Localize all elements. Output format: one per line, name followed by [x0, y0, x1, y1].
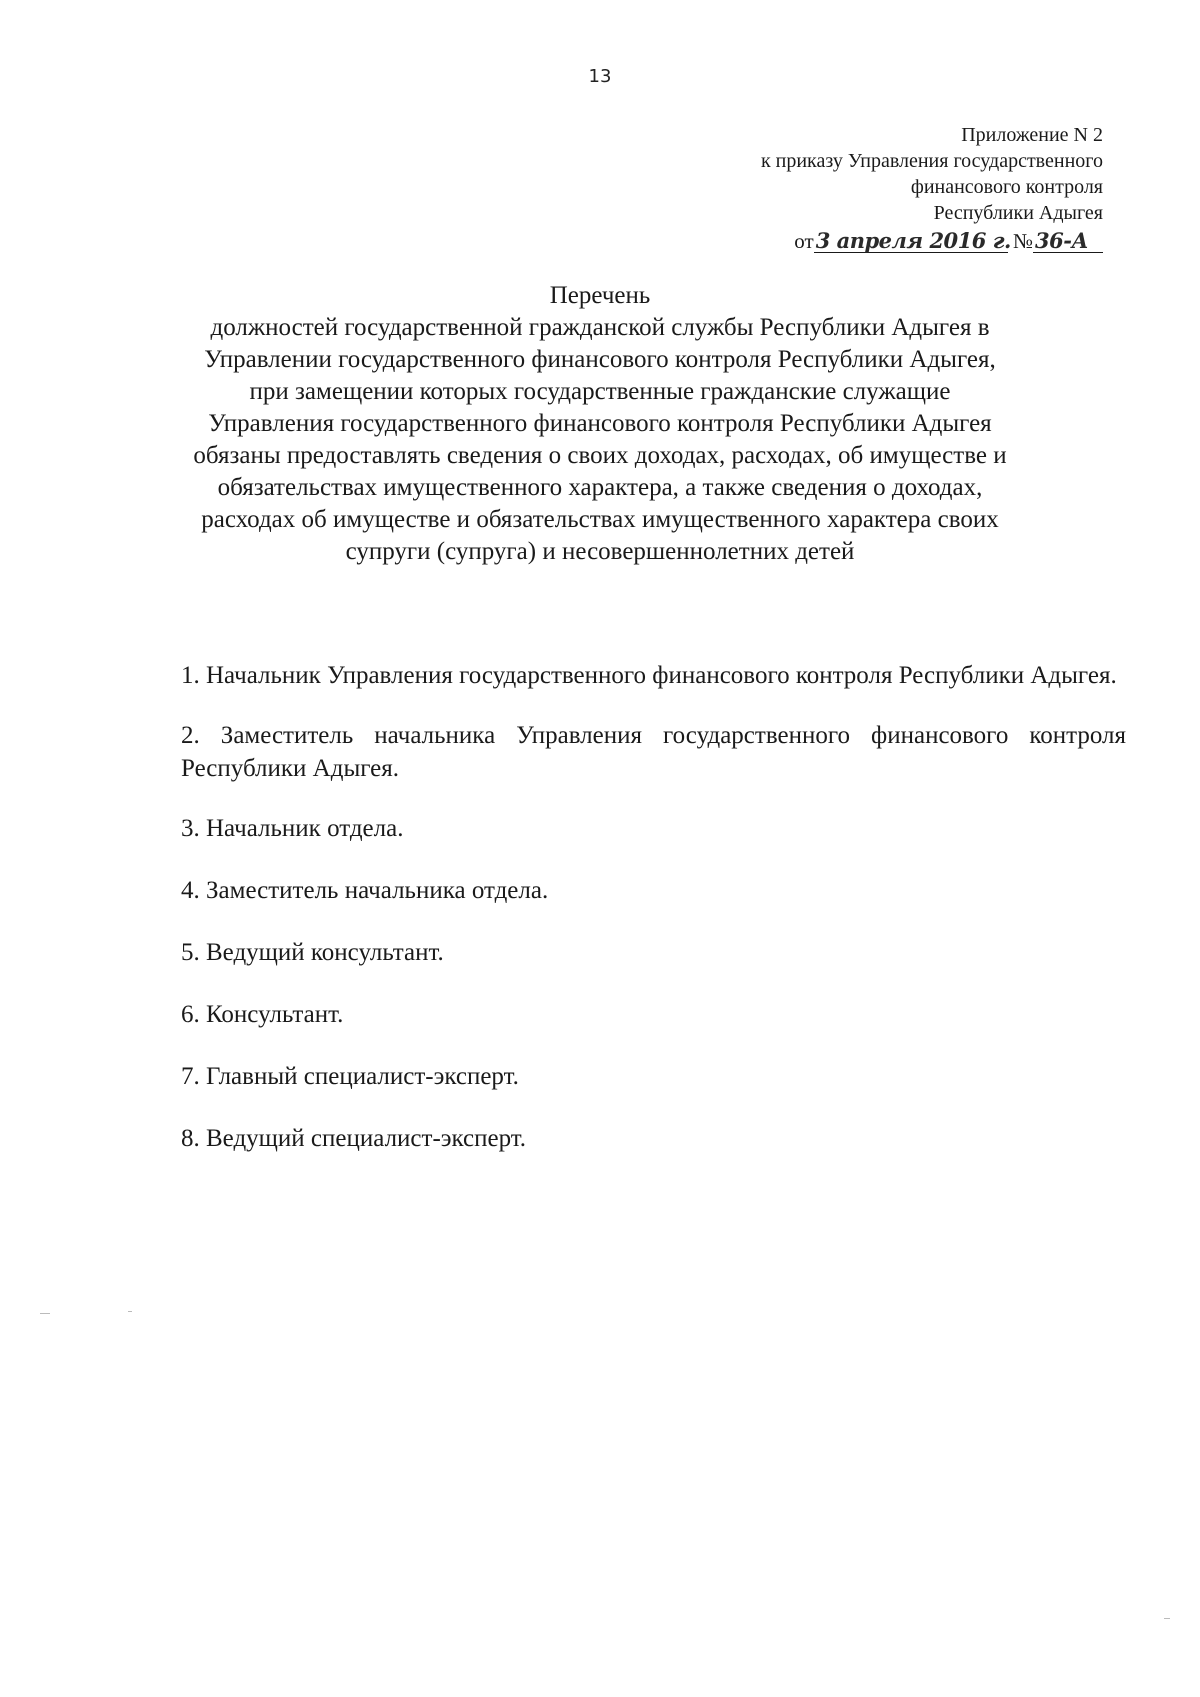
- title-line: обязаны предоставлять сведения о своих доходах, расходах, об имуществе и: [193, 442, 1007, 469]
- list-item: 1. Начальник Управления государственного финансового контроля Республики Адыгея.: [181, 662, 1117, 689]
- list-item: 5. Ведущий консультант.: [181, 939, 444, 966]
- title-line: должностей государственной гражданской службы Республики Адыгея в: [210, 314, 990, 341]
- appendix-order-ref: к приказу Управления государственного: [760, 150, 1103, 172]
- list-item: 4. Заместитель начальника отдела.: [181, 877, 549, 904]
- list-item: 7. Главный специалист-эксперт.: [181, 1063, 519, 1090]
- handwritten-order-number: 36-А: [1033, 230, 1103, 253]
- appendix-header: [761, 122, 1103, 254]
- scan-artifact: [128, 1311, 132, 1312]
- number-label: №: [1012, 229, 1033, 253]
- document-title: [160, 280, 1040, 568]
- from-label: от: [794, 229, 814, 253]
- list-item: 3. Начальник отдела.: [181, 815, 404, 842]
- title-line: обязательствах имущественного характера, а также сведения о доходах,: [217, 474, 983, 501]
- title-line: Управления государственного финансового контроля Республики Адыгея: [208, 410, 992, 437]
- title-line: расходах об имуществе и обязательствах имущественного характера своих: [201, 506, 999, 533]
- positions-list: [181, 659, 1126, 1184]
- appendix-order-ref-cont: финансового контроля: [910, 176, 1103, 198]
- order-date-number-line: [761, 228, 1103, 254]
- list-item: 8. Ведущий специалист-эксперт.: [181, 1125, 527, 1152]
- title-line: супруги (супруга) и несовершеннолетних детей: [345, 538, 855, 565]
- scan-artifact: [1164, 1618, 1170, 1619]
- scan-artifact: [40, 1313, 50, 1314]
- title-line: Управлении государственного финансового контроля Республики Адыгея,: [204, 346, 996, 373]
- list-item: 6. Консультант.: [181, 1001, 344, 1028]
- page-number: 13: [588, 66, 612, 87]
- title-line: при замещении которых государственные гражданские служащие: [249, 378, 951, 405]
- title-heading: Перечень: [549, 282, 651, 309]
- handwritten-date: 3 апреля 2016 г.: [815, 228, 1011, 253]
- list-item: 2. Заместитель начальника Управления государственного финансового контроля Республики Адыгея.: [181, 722, 1126, 782]
- appendix-title: Приложение N 2: [961, 124, 1103, 146]
- appendix-region: Республики Адыгея: [933, 202, 1103, 224]
